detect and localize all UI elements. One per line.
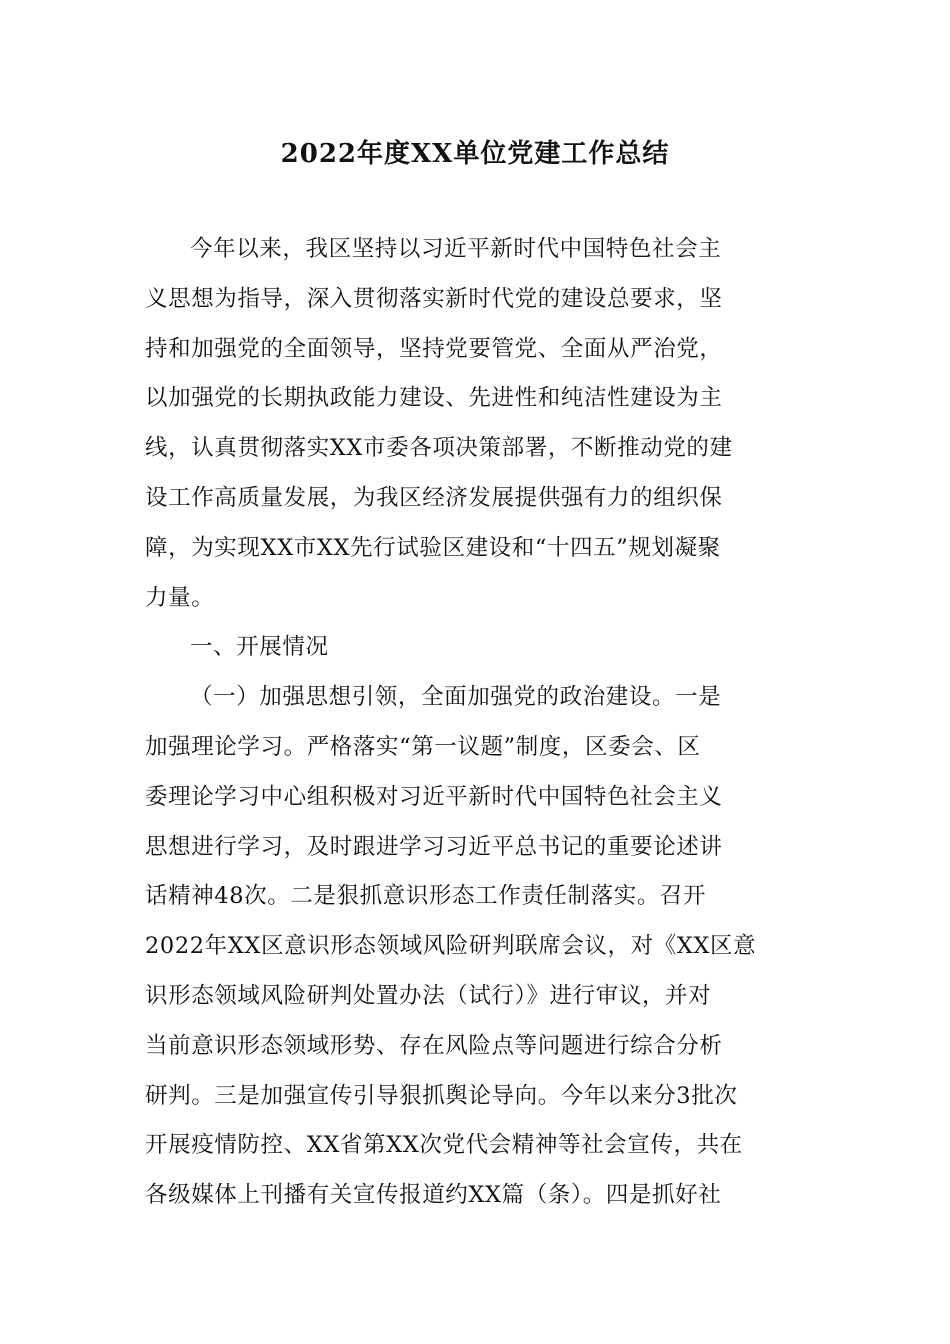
paragraph-line: 力量。 (145, 584, 215, 611)
paragraph-line: 今年以来，我区坚持以习近平新时代中国特色社会主 (190, 236, 722, 262)
paragraph-line: 话精神48次。二是狠抓意识形态工作责任制落实。召开 (145, 883, 707, 910)
paragraph-line: 加强理论学习。严格落实“第一议题”制度，区委会、区 (145, 733, 701, 760)
paragraph-line: 持和加强党的全面领导，坚持党要管党、全面从严治党， (145, 335, 723, 362)
document-body (145, 225, 805, 1221)
paragraph-line: 各级媒体上刊播有关宣传报道约XX篇（条）。四是抓好社 (145, 1182, 722, 1209)
paragraph-line: 委理论学习中心组积极对习近平新时代中国特色社会主义 (145, 783, 723, 810)
paragraph-line: 设工作高质量发展，为我区经济发展提供强有力的组织保 (145, 484, 723, 511)
paragraph-line: 研判。三是加强宣传引导狠抓舆论导向。今年以来分3批次 (145, 1082, 738, 1109)
paragraph-line: 障，为实现XX市XX先行试验区建设和“十四五”规划凝聚 (145, 534, 721, 561)
document-title: 2022年度XX单位党建工作总结 (280, 139, 670, 169)
paragraph-line: 以加强党的长期执政能力建设、先进性和纯洁性建设为主 (145, 385, 723, 412)
paragraph-line: 义思想为指导，深入贯彻落实新时代党的建设总要求，坚 (145, 285, 723, 312)
paragraph-line: 思想进行学习，及时跟进学习习近平总书记的重要论述讲 (145, 833, 723, 860)
paragraph-line: （一）加强思想引领，全面加强党的政治建设。一是 (190, 684, 722, 711)
paragraph-line: 当前意识形态领域形势、存在风险点等问题进行综合分析 (145, 1032, 723, 1059)
paragraph-line: 2022年XX区意识形态领域风险研判联席会议，对《XX区意 (145, 933, 757, 960)
paragraph-line: 线，认真贯彻落实XX市委各项决策部署，不断推动党的建 (145, 435, 733, 462)
paragraph-line: 开展疫情防控、XX省第XX次党代会精神等社会宣传，共在 (145, 1132, 743, 1159)
paragraph-line: 识形态领域风险研判处置办法（试行）》进行审议，并对 (145, 982, 712, 1009)
section-heading: 一、开展情况 (190, 634, 329, 661)
